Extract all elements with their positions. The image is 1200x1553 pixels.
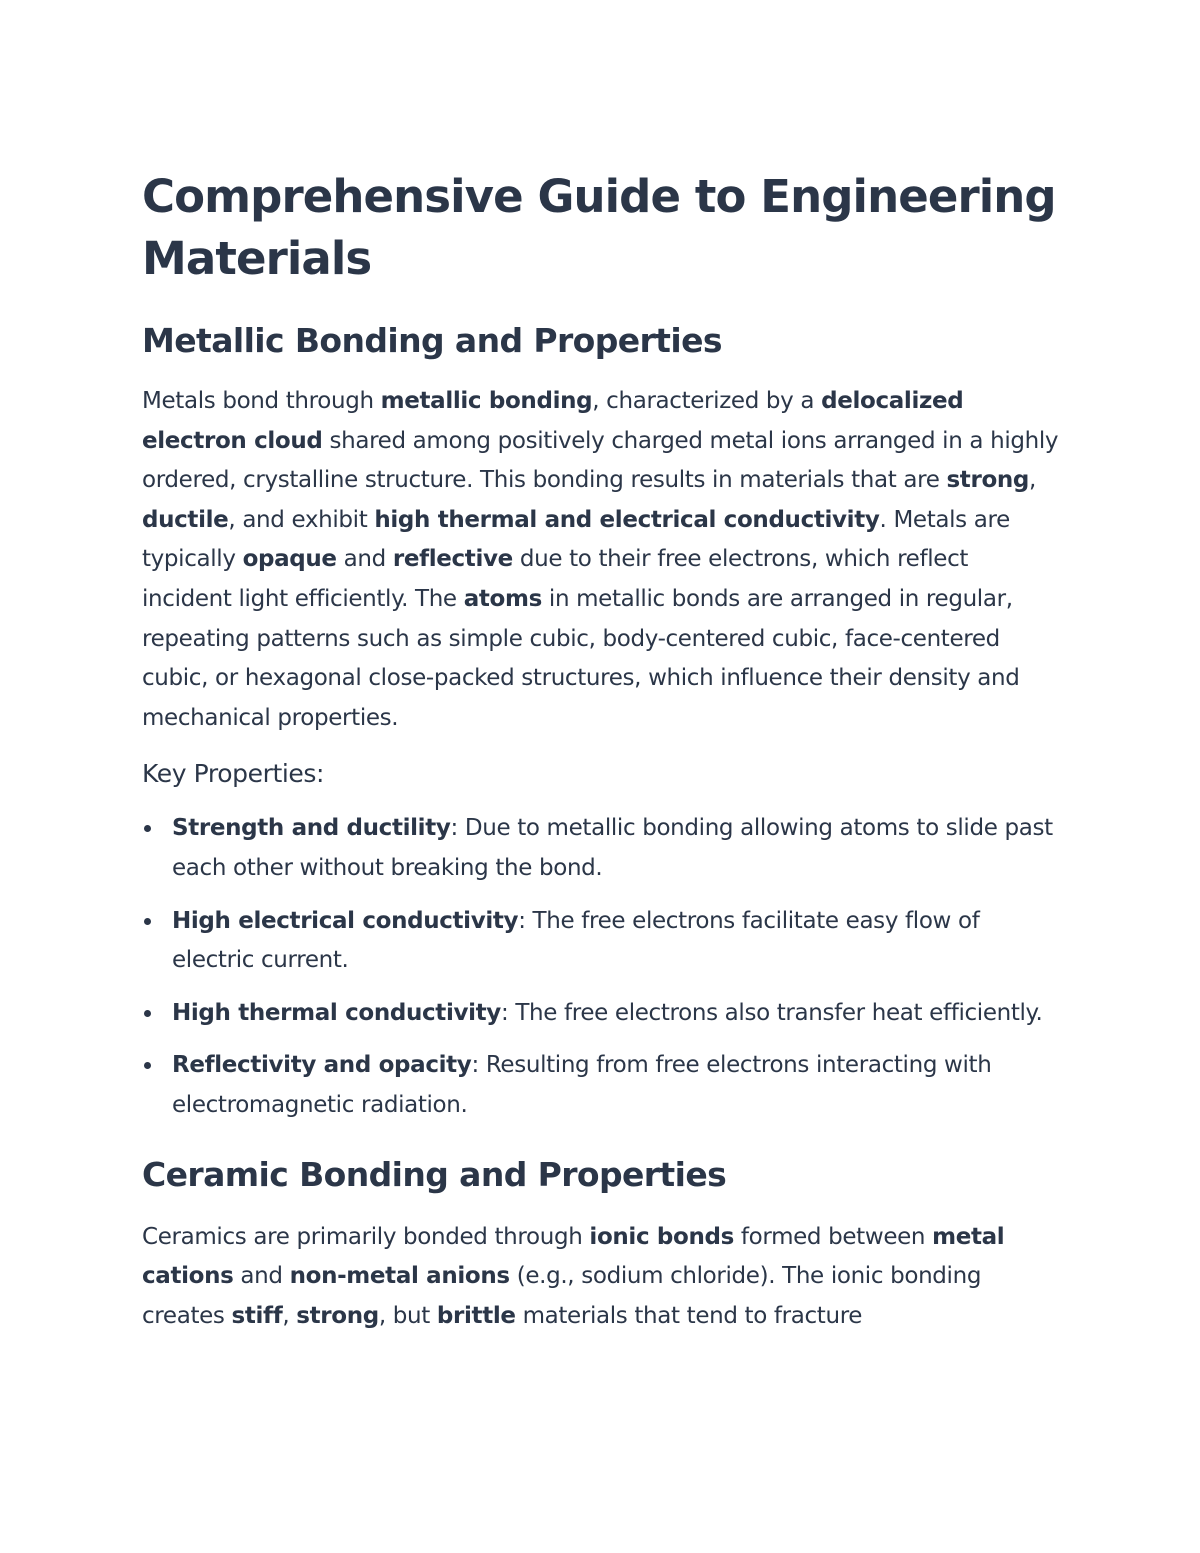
bold-term: stiff: [231, 1302, 283, 1329]
document-page: [142, 166, 1062, 1336]
section-heading-ceramic: Ceramic Bonding and Properties: [142, 1154, 727, 1194]
paragraph-ceramic: Ceramics are primarily bonded through ionic bonds formed between metal cations and non-metal anions (e.g., sodium chloride). The ionic bonding creates stiff, strong, but brittle materials that tend to fracture: [142, 1223, 1005, 1329]
bold-term: non-metal anions: [289, 1263, 510, 1290]
list-item-term: High thermal conductivity: [172, 999, 501, 1026]
bold-term: delocalized electron cloud: [142, 388, 964, 454]
list-item-description: : The free electrons facilitate easy flow of electric current.: [172, 907, 980, 974]
document-title: Comprehensive Guide to Engineering Materials: [142, 170, 1056, 285]
bold-term: ductile: [142, 506, 229, 533]
bold-term: metallic bonding: [380, 388, 593, 414]
bullet-icon: [144, 1062, 151, 1069]
section-heading-metallic: Metallic Bonding and Properties: [142, 321, 722, 360]
list-item-description: : Resulting from free electrons interacting with electromagnetic radiation.: [172, 1052, 992, 1118]
key-properties-list: [142, 809, 1062, 1125]
bold-term: reflective: [392, 546, 513, 573]
bullet-icon: [144, 1010, 151, 1017]
key-properties-label: Key Properties:: [142, 759, 325, 789]
list-item-description: : Due to metallic bonding allowing atoms to slide past each other without breaking the bond.: [172, 815, 1053, 881]
bold-term: high thermal and electrical conductivity: [374, 506, 880, 533]
list-item: [142, 902, 1062, 981]
list-item-description: : The free electrons also transfer heat efficiently.: [500, 999, 1043, 1026]
bullet-icon: [144, 825, 151, 832]
bold-term: brittle: [436, 1302, 516, 1329]
paragraph-metallic: Metals bond through metallic bonding, characterized by a delocalized electron cloud shared among positively charged metal ions arranged in a highly ordered, crystalline structure. This bonding results in materials that are strong, ductile, and exhibit high thermal and electrical conductivity. Metals are typically opaque and reflective due to their free electrons, which reflect incident light efficiently. The atoms in metallic bonds are arranged in regular, repeating patterns such as simple cubic, body-centered cubic, face-centered cubic, or hexagonal close-packed structures, which influence their density and mechanical properties.: [142, 388, 1059, 731]
list-item-term: High electrical conductivity: [172, 907, 519, 934]
bold-term: metal cations: [142, 1223, 1005, 1290]
list-item-term: Strength and ductility: [172, 815, 451, 842]
bold-term: atoms: [463, 585, 542, 612]
bold-term: ionic bonds: [589, 1223, 734, 1250]
list-item: [142, 809, 1062, 888]
bold-term: strong: [946, 467, 1030, 494]
list-item: [142, 1046, 1062, 1125]
list-item-term: Reflectivity and opacity: [172, 1052, 472, 1079]
bullet-icon: [144, 918, 151, 925]
list-item: [142, 994, 1062, 1034]
bold-term: strong: [296, 1302, 379, 1329]
bold-term: opaque: [242, 546, 337, 573]
